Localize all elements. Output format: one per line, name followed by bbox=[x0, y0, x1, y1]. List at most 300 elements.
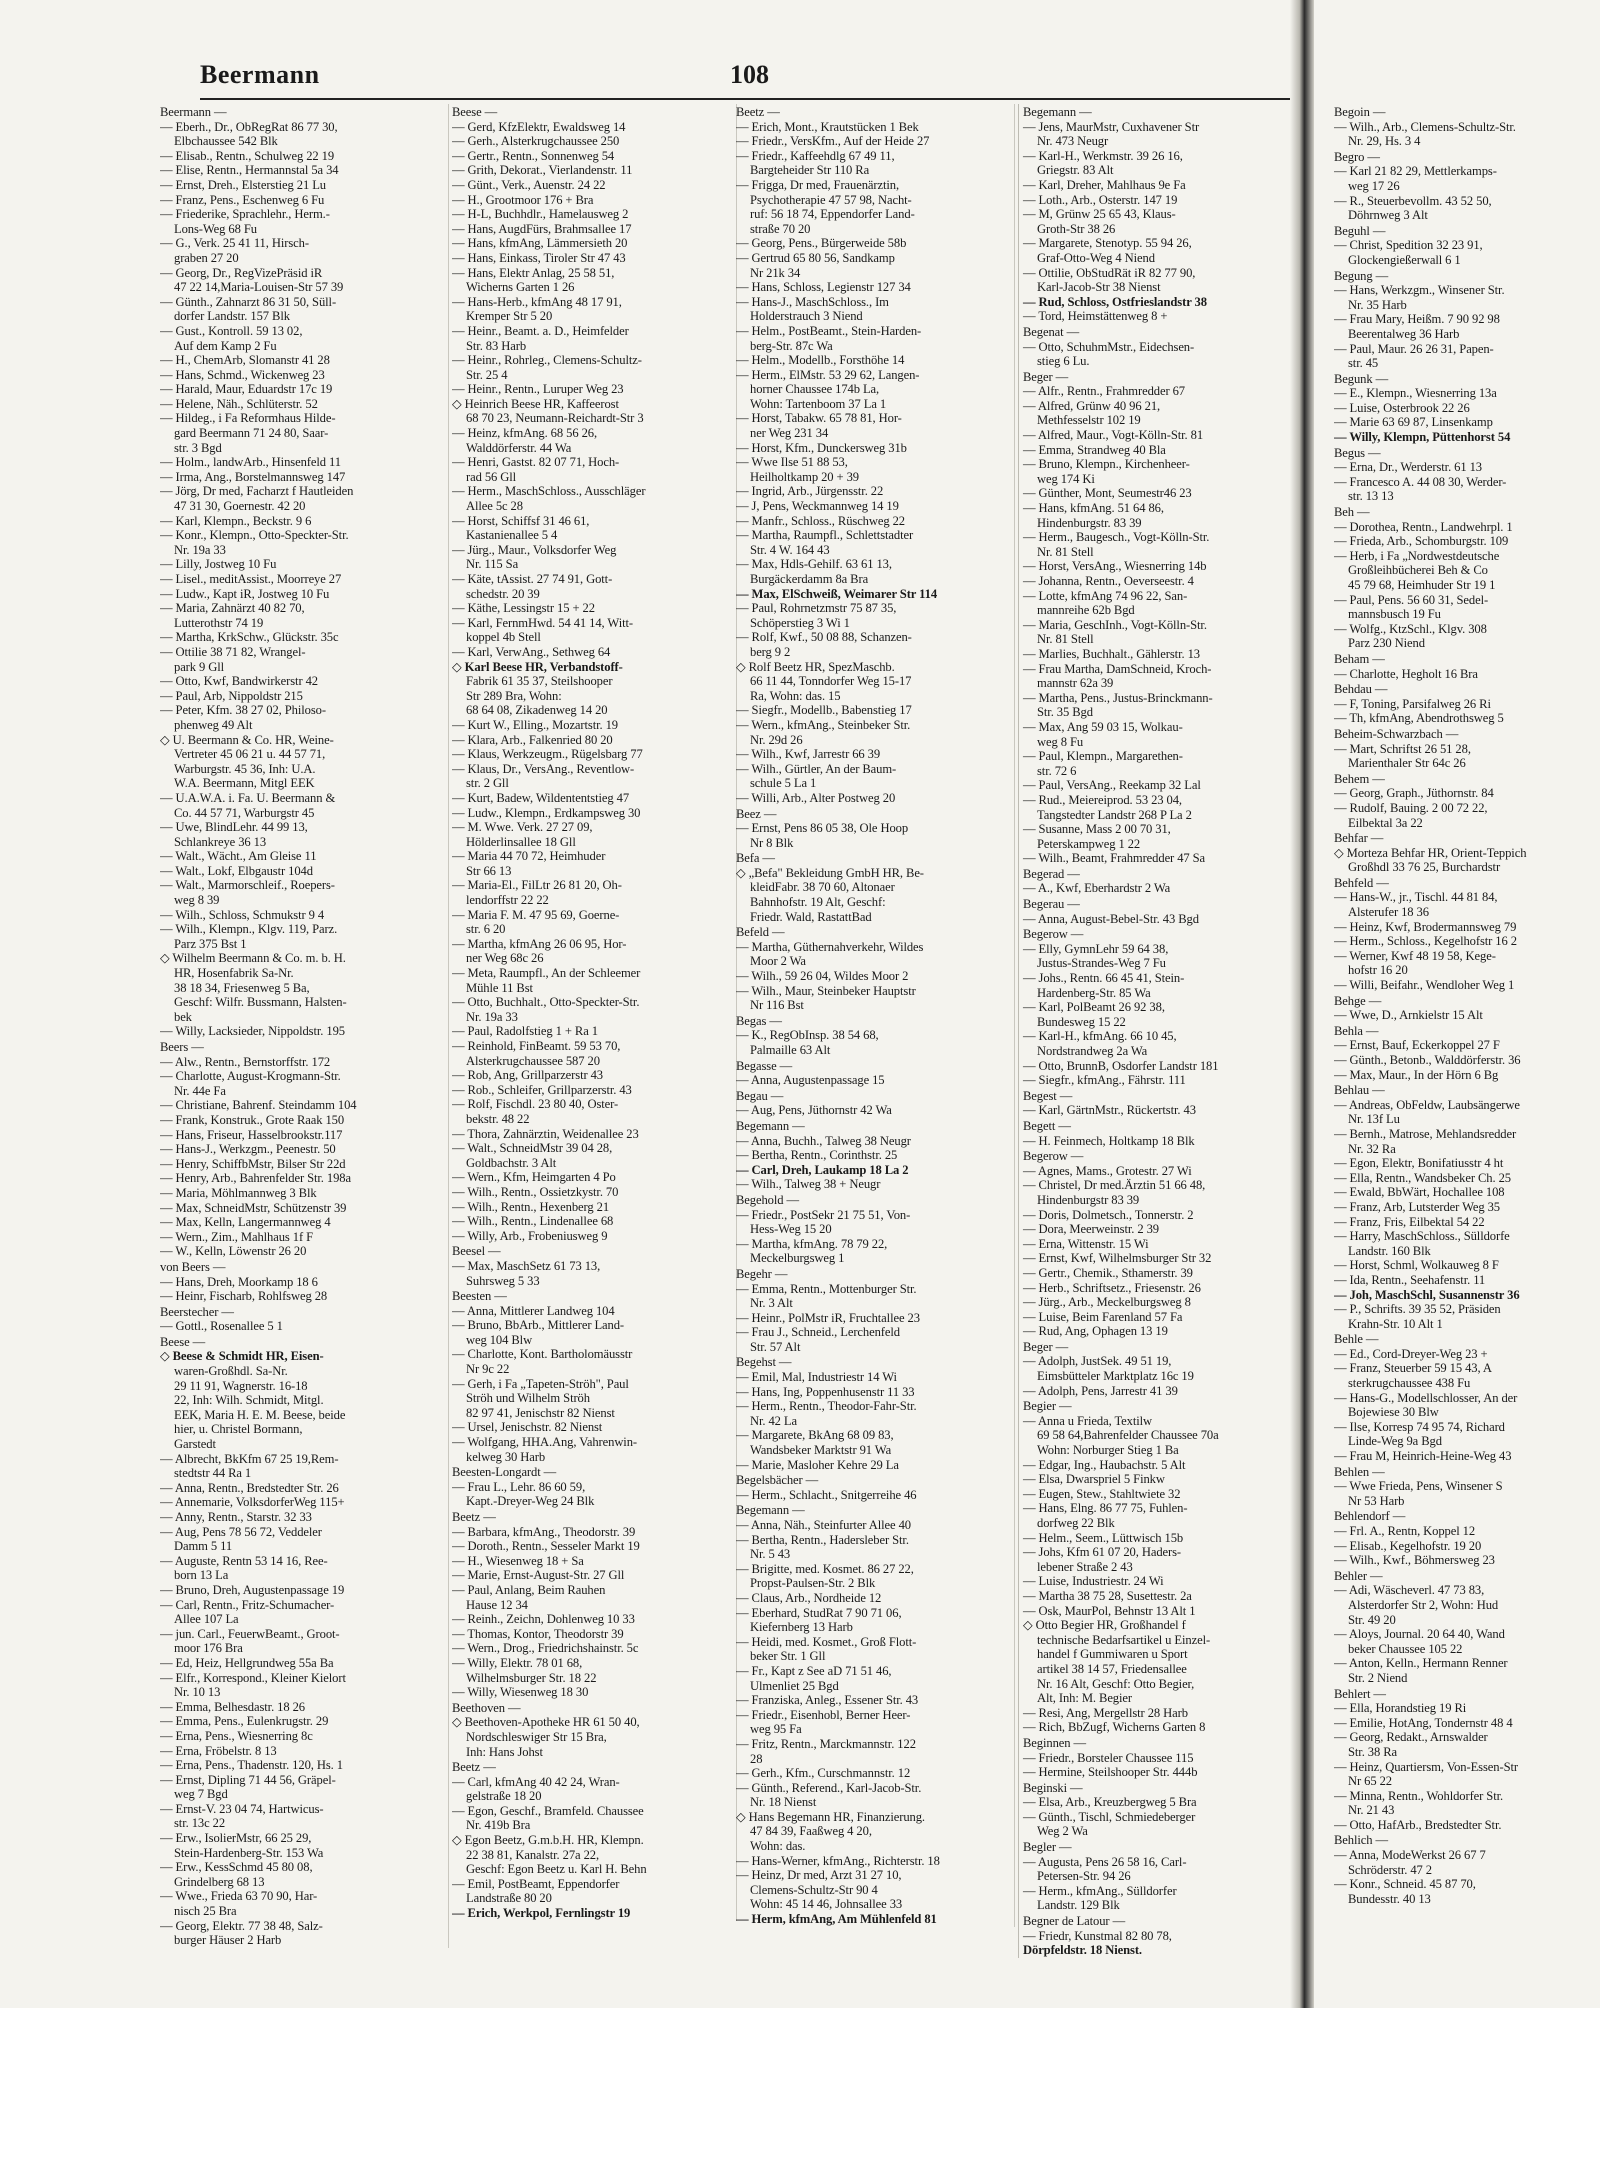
directory-entry-line: str. 2 Gll bbox=[466, 776, 509, 791]
surname-heading: Begemann — bbox=[736, 1118, 805, 1133]
directory-entry-line: — Anna, Mittlerer Landweg 104 bbox=[452, 1303, 615, 1318]
directory-entry-line: nisch 25 Bra bbox=[174, 1904, 237, 1919]
directory-entry-line: — Emil, PostBeamt, Eppendorfer bbox=[452, 1876, 620, 1891]
directory-entry-line: — Anna u Frieda, Textilw bbox=[1023, 1413, 1153, 1428]
directory-entry-line: Eimsbütteler Marktplatz 16c 19 bbox=[1037, 1369, 1194, 1384]
header-surname: Beermann bbox=[200, 60, 320, 89]
directory-entry-line: Hindenburgstr. 83 39 bbox=[1037, 515, 1142, 530]
directory-entry-line: Nr. 3 Alt bbox=[750, 1296, 793, 1311]
directory-entry-line: — Lilly, Jostweg 10 Fu bbox=[160, 557, 277, 572]
directory-entry-line: Str. 49 20 bbox=[1348, 1612, 1396, 1627]
directory-entry-line: — Hans, Ing, Poppenhusenstr 11 33 bbox=[736, 1384, 915, 1399]
directory-entry-line: Wilhelmsburger Str. 18 22 bbox=[466, 1670, 597, 1685]
directory-entry-line: — J, Pens, Weckmannweg 14 19 bbox=[736, 499, 899, 514]
directory-entry-line: — Ernst-V. 23 04 74, Hartwicus- bbox=[160, 1801, 324, 1816]
directory-entry-line: — Wilh., Gürtler, An der Baum- bbox=[736, 761, 897, 776]
directory-entry-line: — Susanne, Mass 2 00 70 31, bbox=[1023, 822, 1171, 837]
directory-entry-line: — Maria-El., FilLtr 26 81 20, Oh- bbox=[452, 878, 622, 893]
directory-entry-line: — Heidi, med. Kosmet., Groß Flott- bbox=[736, 1634, 917, 1649]
directory-entry-line: Wandsbeker Marktstr 91 Wa bbox=[750, 1443, 892, 1458]
directory-entry-line: — Joh, MaschSchl, Susannenstr 36 bbox=[1334, 1287, 1520, 1302]
directory-entry-line: — Brigitte, med. Kosmet. 86 27 22, bbox=[736, 1561, 914, 1576]
directory-entry-line: park 9 Gll bbox=[174, 659, 225, 674]
directory-entry-line: — Willi, Beifahr., Wendloher Weg 1 bbox=[1334, 978, 1515, 993]
directory-entry-line: — Ingrid, Arb., Jürgensstr. 22 bbox=[736, 484, 884, 499]
directory-entry-line: — F, Toning, Parsifalweg 26 Ri bbox=[1334, 696, 1491, 711]
directory-entry-line: — Walt., Marmorschleif., Roepers- bbox=[160, 878, 335, 893]
directory-entry-line: — Günth., Referend., Karl-Jacob-Str. bbox=[736, 1780, 922, 1795]
directory-entry-line: Fabrik 61 35 37, Steilshooper bbox=[466, 674, 613, 689]
directory-entry-line: — Bruno, Klempn., Kirchenheer- bbox=[1023, 457, 1190, 472]
directory-entry-line: HR, Hosenfabrik Sa-Nr. bbox=[174, 966, 294, 981]
directory-entry-line: — Horst, Kfm., Dunckersweg 31b bbox=[736, 440, 907, 455]
directory-entry-line: — H-L, Buchhdlr., Hamelausweg 2 bbox=[452, 207, 629, 222]
directory-entry-line: born 13 La bbox=[174, 1568, 229, 1583]
directory-entry-line: — Charlotte, August-Krogmann-Str. bbox=[160, 1069, 341, 1084]
directory-entry-line: — Aug, Pens, Jüthornstr 42 Wa bbox=[736, 1103, 892, 1118]
directory-entry-line: — Hans-J., MaschSchloss., Im bbox=[736, 294, 889, 309]
directory-entry-line: — Klaus, Dr., VersAng., Reventlow- bbox=[452, 761, 635, 776]
directory-entry-line: — Rolf, Kwf., 50 08 88, Schanzen- bbox=[736, 630, 912, 645]
directory-entry-line: Nr. 19a 33 bbox=[174, 542, 226, 557]
directory-entry-line: — Dora, Meerweinstr. 2 39 bbox=[1023, 1222, 1160, 1237]
surname-heading: Begler — bbox=[1023, 1840, 1072, 1855]
directory-entry-line: — Frl. A., Rentn, Koppel 12 bbox=[1334, 1524, 1476, 1538]
directory-entry-line: — Erw., KessSchmd 45 80 08, bbox=[160, 1860, 313, 1875]
directory-entry-line: — Helm., Seem., Lüttwisch 15b bbox=[1023, 1530, 1184, 1545]
directory-entry-line: ◇ Egon Beetz, G.m.b.H. HR, Klempn. bbox=[452, 1833, 644, 1848]
directory-entry-line: — Otto, HafArb., Bredstedter Str. bbox=[1334, 1817, 1502, 1832]
directory-entry-line: Linde-Weg 9a Bgd bbox=[1348, 1434, 1442, 1449]
directory-entry-line: lendorffstr 22 22 bbox=[466, 893, 549, 908]
directory-entry-line: — Mart, Schriftst 26 51 28, bbox=[1334, 741, 1471, 756]
directory-entry-line: Glockengießerwall 6 1 bbox=[1348, 252, 1461, 267]
directory-entry-line: — Max, Kelln, Langermannweg 4 bbox=[160, 1215, 331, 1230]
directory-entry-line: Hindenburgstr 83 39 bbox=[1037, 1192, 1140, 1207]
directory-entry-line: bek bbox=[174, 1009, 192, 1024]
directory-entry-line: weg 7 Bgd bbox=[174, 1787, 228, 1802]
directory-entry-line: 38 18 34, Friesenweg 5 Ba, bbox=[174, 980, 310, 995]
directory-entry-line: — Hans, Schmd., Wickenweg 23 bbox=[160, 367, 325, 382]
surname-heading: Behlau — bbox=[1334, 1083, 1385, 1098]
directory-entry-line: — Martha, Raumpfl., Schlettstadter bbox=[736, 528, 914, 543]
directory-entry-line: Wicherns Garten 1 26 bbox=[466, 280, 575, 295]
surname-heading: Beham — bbox=[1334, 651, 1385, 666]
directory-entry-line: — Ursel, Jenischstr. 82 Nienst bbox=[452, 1420, 603, 1435]
directory-entry-line: — Wilh., Beamt, Frahmredder 47 Sa bbox=[1023, 851, 1206, 866]
directory-entry-line: gard Beermann 71 24 80, Saar- bbox=[174, 426, 329, 441]
directory-entry-line: Graf-Otto-Weg 4 Niend bbox=[1037, 250, 1155, 265]
directory-entry-line: — Rudolf, Bauing. 2 00 72 22, bbox=[1334, 800, 1488, 815]
directory-entry-line: — Meta, Raumpfl., An der Schleemer bbox=[452, 966, 641, 981]
directory-entry-line: — Albrecht, BkKfm 67 25 19,Rem- bbox=[160, 1451, 339, 1466]
directory-entry-line: — Friedr., VersKfm., Auf der Heide 27 bbox=[736, 134, 930, 149]
directory-entry-line: Allee 5c 28 bbox=[466, 499, 523, 514]
directory-entry-line: — Adolph, JustSek. 49 51 19, bbox=[1023, 1354, 1172, 1369]
directory-entry-line: — Rich, BbZugf, Wicherns Garten 8 bbox=[1023, 1720, 1206, 1735]
directory-entry-line: — Karl, FernmHwd. 54 41 14, Witt- bbox=[452, 615, 634, 630]
directory-entry-line: Meckelburgsweg 1 bbox=[750, 1251, 845, 1266]
directory-entry-line: Nr. 13f Lu bbox=[1348, 1112, 1400, 1127]
directory-entry-line: — Ed, Heiz, Hellgrundweg 55a Ba bbox=[160, 1655, 334, 1670]
directory-entry-line: Kiefernberg 13 Harb bbox=[750, 1620, 853, 1635]
page-header bbox=[200, 58, 1290, 100]
directory-entry-line: — Walt., Lokf, Elbgaustr 104d bbox=[160, 863, 313, 878]
directory-entry-line: — Maria 44 70 72, Heimhuder bbox=[452, 849, 606, 864]
directory-entry-line: — Ella, Rentn., Wandsbeker Ch. 25 bbox=[1334, 1170, 1511, 1185]
directory-entry-line: Walddörferstr. 44 Wa bbox=[466, 440, 572, 455]
directory-entry-line: — Alfred, Maur., Vogt-Kölln-Str. 81 bbox=[1023, 428, 1204, 443]
directory-entry-line: — Reinhold, FinBeamt. 59 53 70, bbox=[452, 1039, 621, 1053]
directory-entry-line: — Erna, Wittenstr. 15 Wi bbox=[1023, 1236, 1149, 1251]
column-4 bbox=[1018, 104, 1295, 1958]
surname-heading: Begenat — bbox=[1023, 324, 1080, 339]
directory-entry-line: Heilholtkamp 20 + 39 bbox=[750, 469, 859, 484]
directory-entry-line: Wohn: 45 14 46, Johnsallee 33 bbox=[750, 1897, 903, 1912]
directory-entry-line: — Hans, Schloss, Legienstr 127 34 bbox=[736, 280, 911, 295]
directory-entry-line: — Friedr, Kunstmal 82 80 78, bbox=[1023, 1928, 1172, 1943]
directory-entry-line: — Helene, Näh., Schlüterstr. 52 bbox=[160, 396, 318, 411]
directory-entry-line: — Manfr., Schloss., Rüschweg 22 bbox=[736, 513, 906, 528]
directory-entry-line: — Otto, Kwf, Bandwirkerstr 42 bbox=[160, 674, 318, 689]
directory-entry-line: weg 95 Fa bbox=[750, 1722, 802, 1737]
directory-entry-line: — Wilh., Kwf, Jarrestr 66 39 bbox=[736, 747, 881, 762]
directory-entry-line: — Ernst, Dipling 71 44 56, Gräpel- bbox=[160, 1772, 336, 1787]
directory-entry-line: — Friederike, Sprachlehr., Herm.- bbox=[160, 207, 330, 222]
directory-entry-line: — Elisab., Kegelhofstr. 19 20 bbox=[1334, 1538, 1482, 1553]
directory-entry-line: — Rud, Ang, Ophagen 13 19 bbox=[1023, 1324, 1168, 1339]
directory-entry-line: — Frau Mary, Heißm. 7 90 92 98 bbox=[1334, 312, 1500, 327]
surname-heading: Begau — bbox=[736, 1088, 784, 1103]
surname-heading: Begemann — bbox=[1023, 105, 1092, 119]
directory-entry-line: gelstraße 18 20 bbox=[466, 1789, 542, 1804]
directory-entry-line: — Elfr., Korrespond., Kleiner Kielort bbox=[160, 1670, 346, 1685]
directory-entry-line: Nordstrandweg 2a Wa bbox=[1037, 1044, 1148, 1058]
directory-entry-line: — Ottilie 38 71 82, Wrangel- bbox=[160, 644, 306, 659]
directory-entry-line: — Auguste, Rentn 53 14 16, Ree- bbox=[160, 1553, 328, 1568]
surname-heading: Befa — bbox=[736, 851, 775, 866]
directory-entry-line: — Hans, kfmAng. 51 64 86, bbox=[1023, 501, 1164, 516]
surname-heading: Beerstecher — bbox=[160, 1304, 234, 1319]
directory-entry-line: — Paul, Pens. 56 60 31, Sedel- bbox=[1334, 592, 1489, 607]
directory-entry-line: Geschf: Egon Beetz u. Karl H. Behn bbox=[466, 1862, 647, 1877]
surname-heading: Behlert — bbox=[1334, 1686, 1386, 1701]
surname-heading: Beese — bbox=[452, 105, 498, 119]
directory-entry-line: Nr. 42 La bbox=[750, 1413, 798, 1428]
directory-entry-line: EEK, Maria H. E. M. Beese, beide bbox=[174, 1407, 346, 1422]
directory-entry-line: ◇ Karl Beese HR, Verbandstoff- bbox=[452, 659, 623, 674]
directory-entry-line: — Luise, Industriestr. 24 Wi bbox=[1023, 1574, 1164, 1589]
directory-entry-line: — Carl, Rentn., Fritz-Schumacher- bbox=[160, 1597, 335, 1612]
directory-entry-line: — Günth., Tischl, Schmiedeberger bbox=[1023, 1809, 1196, 1824]
directory-entry-line: Weg 2 Wa bbox=[1037, 1824, 1088, 1839]
directory-entry-line: Petersen-Str. 94 26 bbox=[1037, 1869, 1131, 1884]
directory-entry-line: Beerentalweg 36 Harb bbox=[1348, 326, 1460, 341]
directory-entry-line: — Herm., MaschSchloss., Ausschläger bbox=[452, 484, 646, 499]
surname-heading: Behlendorf — bbox=[1334, 1509, 1406, 1524]
directory-entry-line: — Marlies, Buchhalt., Gählerstr. 13 bbox=[1023, 646, 1200, 661]
directory-entry-line: Nr. 29, Hs. 3 4 bbox=[1348, 134, 1421, 149]
directory-entry-line: Str 289 Bra, Wohn: bbox=[466, 688, 562, 703]
directory-entry-line: — Anton, Kelln., Hermann Renner bbox=[1334, 1656, 1508, 1671]
directory-entry-line: — Anna, August-Bebel-Str. 43 Bgd bbox=[1023, 911, 1199, 926]
directory-entry-line: — Herm., Schloss., Kegelhofstr 16 2 bbox=[1334, 934, 1517, 949]
directory-entry-line: Parz 375 Bst 1 bbox=[174, 936, 247, 951]
directory-entry-line: — Karl-H., kfmAng. 66 10 45, bbox=[1023, 1029, 1177, 1044]
directory-entry-line: hier, u. Christel Bormann, bbox=[174, 1422, 303, 1437]
surname-heading: Beh — bbox=[1334, 505, 1370, 520]
surname-heading: Begerow — bbox=[1023, 1149, 1084, 1164]
directory-entry-line: — Günt., Verk., Auenstr. 24 22 bbox=[452, 177, 606, 192]
directory-entry-line: 69 58 64,Bahrenfelder Chaussee 70a bbox=[1037, 1428, 1219, 1443]
directory-entry-line: 82 97 41, Jenischstr 82 Nienst bbox=[466, 1405, 615, 1420]
directory-entry-line: — Günth., Zahnarzt 86 31 50, Süll- bbox=[160, 294, 337, 309]
directory-entry-line: phenweg 49 Alt bbox=[174, 717, 253, 732]
directory-entry-line: — Otto, BrunnB, Osdorfer Landstr 181 bbox=[1023, 1058, 1219, 1073]
directory-entry-line: — Th, kfmAng, Abendrothsweg 5 bbox=[1334, 711, 1504, 726]
directory-entry-line: — Max, Maur., In der Hörn 6 Bg bbox=[1334, 1067, 1499, 1082]
directory-entry-line: — Karl, Klempn., Beckstr. 9 6 bbox=[160, 513, 312, 528]
directory-entry-line: Krahn-Str. 10 Alt 1 bbox=[1348, 1316, 1443, 1331]
directory-entry-line: moor 176 Bra bbox=[174, 1641, 243, 1656]
directory-entry-line: — Marie 63 69 87, Linsenkamp bbox=[1334, 415, 1493, 430]
directory-entry-line: stieg 6 Lu. bbox=[1037, 354, 1090, 369]
directory-entry-line: — Uwe, BlindLehr. 44 99 13, bbox=[160, 820, 308, 835]
directory-entry-line: — Paul, VersAng., Reekamp 32 Lal bbox=[1023, 778, 1201, 793]
directory-entry-line: Nr. 81 Stell bbox=[1037, 544, 1094, 559]
directory-entry-line: — Francesco A. 44 08 30, Werder- bbox=[1334, 474, 1507, 489]
directory-entry-line: — Willy, Lacksieder, Nippoldstr. 195 bbox=[160, 1024, 345, 1039]
directory-entry-line: 22 38 81, Kanalstr. 27a 22, bbox=[466, 1847, 600, 1862]
directory-entry-line: — Jürg., Arb., Meckelburgsweg 8 bbox=[1023, 1295, 1191, 1310]
surname-heading: Begus — bbox=[1334, 445, 1381, 460]
directory-entry-line: Str. 38 Ra bbox=[1348, 1744, 1398, 1759]
directory-entry-line: — Martha, kfmAng. 78 79 22, bbox=[736, 1236, 888, 1251]
directory-entry-line: Nr 21k 34 bbox=[750, 265, 801, 280]
directory-entry-line: — Frau M, Heinrich-Heine-Weg 43 bbox=[1334, 1449, 1512, 1464]
directory-entry-line: — M, Grünw 25 65 43, Klaus- bbox=[1023, 207, 1176, 222]
directory-entry-line: — Gerh., Kfm., Curschmannstr. 12 bbox=[736, 1766, 911, 1781]
directory-entry-line: Karl-Jacob-Str 38 Nienst bbox=[1037, 280, 1161, 295]
directory-entry-line: — Hans, kfmAng, Lämmersieth 20 bbox=[452, 236, 628, 251]
directory-entry-line: — Anna, Rentn., Bredstedter Str. 26 bbox=[160, 1480, 339, 1495]
directory-entry-line: — Emma, Rentn., Mottenburger Str. bbox=[736, 1281, 917, 1296]
directory-entry-line: — Johanna, Rentn., Oeverseestr. 4 bbox=[1023, 574, 1194, 588]
directory-entry-line: — Aloys, Journal. 20 64 40, Wand bbox=[1334, 1627, 1505, 1642]
directory-entry-line: Lons-Weg 68 Fu bbox=[174, 221, 257, 236]
directory-entry-line: Str 66 13 bbox=[466, 863, 512, 878]
directory-entry-line: Alsterdorfer Str 2, Wohn: Hud bbox=[1348, 1597, 1499, 1612]
directory-entry-line: — H., Grootmoor 176 + Bra bbox=[452, 192, 594, 207]
directory-entry-line: — H. Feinmech, Holtkamp 18 Blk bbox=[1023, 1133, 1195, 1148]
directory-entry-line: horner Chaussee 174b La, bbox=[750, 382, 880, 397]
directory-entry-line: Stein-Hardenberg-Str. 153 Wa bbox=[174, 1845, 324, 1860]
directory-entry-line: — Heinz, Quartiersm, Von-Essen-Str bbox=[1334, 1759, 1518, 1774]
directory-entry-line: — R., Steuerbevollm. 43 52 50, bbox=[1334, 193, 1492, 208]
directory-entry-line: — Grith, Dekorat., Vierlandenstr. 11 bbox=[452, 163, 633, 178]
directory-entry-line: — Wwe., Frieda 63 70 90, Har- bbox=[160, 1889, 318, 1904]
surname-heading: Begehold — bbox=[736, 1192, 800, 1207]
directory-entry-line: — Max, MaschSetz 61 73 13, bbox=[452, 1258, 601, 1273]
directory-entry-line: ◇ Hans Begemann HR, Finanzierung. bbox=[736, 1809, 925, 1824]
directory-entry-line: — Erich, Werkpol, Fernlingstr 19 bbox=[452, 1906, 631, 1921]
surname-heading: Begerow — bbox=[1023, 927, 1084, 942]
directory-entry-line: — Edgar, Ing., Haubachstr. 5 Alt bbox=[1023, 1457, 1186, 1472]
directory-entry-line: — Konr., Klempn., Otto-Speckter-Str. bbox=[160, 528, 349, 543]
directory-entry-line: — Willy, Elektr. 78 01 68, bbox=[452, 1655, 583, 1670]
directory-entry-line: — Reinh., Zeichn, Dohlenweg 10 33 bbox=[452, 1612, 635, 1627]
directory-entry-line: 47 84 39, Faaßweg 4 20, bbox=[750, 1824, 872, 1839]
directory-entry-line: — Herm., Schlacht., Snitgerreihe 46 bbox=[736, 1487, 917, 1502]
directory-entry-line: — Georg, Graph., Jüthornstr. 84 bbox=[1334, 786, 1494, 801]
directory-entry-line: Schlankreye 36 13 bbox=[174, 834, 267, 849]
directory-entry-line: Griegstr. 83 Alt bbox=[1037, 163, 1114, 178]
directory-entry-line: — Otto, Buchhalt., Otto-Speckter-Str. bbox=[452, 995, 640, 1010]
surname-heading: Begner de Latour — bbox=[1023, 1914, 1126, 1929]
directory-entry-line: — Herm., Rentn., Theodor-Fahr-Str. bbox=[736, 1399, 917, 1414]
surname-heading: Beethoven — bbox=[452, 1700, 521, 1715]
directory-entry-line: 68 64 08, Zikadenweg 14 20 bbox=[466, 703, 608, 718]
directory-entry-line: — Marie, Ernst-August-Str. 27 Gll bbox=[452, 1568, 625, 1583]
directory-entry-line: — Hans, Dreh, Moorkamp 18 6 bbox=[160, 1274, 318, 1289]
directory-entry-line: Auf dem Kamp 2 Fu bbox=[174, 338, 277, 353]
directory-entry-line: Str. 83 Harb bbox=[466, 338, 527, 353]
directory-entry-line: — Max, Ang 59 03 15, Wolkau- bbox=[1023, 719, 1183, 734]
directory-entry-line: ◇ Beethoven-Apotheke HR 61 50 40, bbox=[452, 1715, 640, 1730]
surname-heading: Begung — bbox=[1334, 268, 1389, 283]
surname-heading: Begoin — bbox=[1334, 105, 1386, 119]
directory-entry-line: Nr 9c 22 bbox=[466, 1362, 510, 1377]
directory-entry-line: str. 45 bbox=[1348, 356, 1379, 371]
surname-heading: Begerau — bbox=[1023, 897, 1080, 912]
surname-heading: von Beers — bbox=[160, 1259, 226, 1274]
directory-entry-line: Landstraße 80 20 bbox=[466, 1891, 552, 1906]
directory-entry-line: — Friedr., Eisenhobl, Berner Heer- bbox=[736, 1707, 911, 1722]
directory-entry-line: — Rob., Schleifer, Grillparzerstr. 43 bbox=[452, 1082, 632, 1097]
directory-entry-line: — Friedr., Kaffeehdlg 67 49 11, bbox=[736, 148, 895, 163]
surname-heading: Begasse — bbox=[736, 1058, 793, 1073]
directory-entry-line: straße 70 20 bbox=[750, 221, 811, 236]
directory-entry-line: — Ernst, Bauf, Eckerkoppel 27 F bbox=[1334, 1038, 1500, 1053]
directory-entry-line: Landstr. 160 Blk bbox=[1348, 1243, 1431, 1258]
directory-entry-line: — jun. Carl., FeuerwBeamt., Groot- bbox=[160, 1626, 340, 1641]
column-2 bbox=[452, 104, 737, 1921]
directory-entry-line: — Maria, Möhlmannweg 3 Blk bbox=[160, 1185, 317, 1200]
directory-entry-line: — Frau J., Schneid., Lerchenfeld bbox=[736, 1325, 900, 1340]
directory-entry-line: Str. 57 Alt bbox=[750, 1339, 801, 1354]
directory-entry-line: — Franz, Fris, Eilbektal 54 22 bbox=[1334, 1214, 1485, 1229]
directory-entry-line: — Erna, Fröbelstr. 8 13 bbox=[160, 1743, 277, 1758]
directory-entry-line: — Johs., Rentn. 66 45 41, Stein- bbox=[1023, 971, 1185, 986]
directory-entry-line: mannsbusch 19 Fu bbox=[1348, 607, 1441, 622]
directory-entry-line: — Wilh., Rentn., Hexenberg 21 bbox=[452, 1199, 610, 1214]
directory-entry-line: — Ida, Rentn., Seehafenstr. 11 bbox=[1334, 1272, 1486, 1287]
directory-entry-line: — Gerh, i Fa „Tapeten-Ströh", Paul bbox=[452, 1376, 629, 1391]
directory-entry-line: 68 70 23, Neumann-Reichardt-Str 3 bbox=[466, 411, 644, 426]
directory-entry-line: Bojewiese 30 Blw bbox=[1348, 1405, 1439, 1420]
directory-entry-line: Großleihbücherei Beh & Co bbox=[1348, 563, 1488, 578]
directory-entry-line: — Anna, Buchh., Talweg 38 Neugr bbox=[736, 1133, 911, 1148]
directory-entry-line: Wohn: das. bbox=[750, 1839, 806, 1854]
directory-entry-line: Nr 8 Blk bbox=[750, 835, 794, 850]
directory-entry-line: — Willy, Wiesenweg 18 30 bbox=[452, 1685, 589, 1700]
directory-entry-line: — Elisab., Rentn., Schulweg 22 19 bbox=[160, 148, 335, 163]
directory-entry-line: Hölderlinsallee 18 Gll bbox=[466, 834, 576, 849]
directory-entry-line: — Gust., Kontroll. 59 13 02, bbox=[160, 323, 303, 338]
directory-entry-line: Methfesselstr 102 19 bbox=[1037, 413, 1141, 428]
directory-entry-line: — Hermine, Steilshooper Str. 444b bbox=[1023, 1765, 1198, 1780]
directory-entry-line: — A., Kwf, Eberhardstr 2 Wa bbox=[1023, 881, 1171, 896]
directory-entry-line: Großhdl 33 76 25, Burchardstr bbox=[1348, 860, 1501, 875]
directory-entry-line: Wohn: Tartenboom 37 La 1 bbox=[750, 396, 887, 411]
directory-entry-line: — Andreas, ObFeldw, Laubsängerwe bbox=[1334, 1097, 1520, 1112]
directory-entry-line: Moor 2 Wa bbox=[750, 954, 806, 969]
directory-entry-line: — Ernst, Pens 86 05 38, Ole Hoop bbox=[736, 821, 909, 836]
directory-entry-line: Vertreter 45 06 21 u. 44 57 71, bbox=[174, 747, 326, 762]
directory-entry-line: — Erna, Dr., Werderstr. 61 13 bbox=[1334, 460, 1482, 475]
directory-entry-line: — Bernh., Matrose, Mehlandsredder bbox=[1334, 1126, 1517, 1141]
directory-entry-line: Kastanienallee 5 4 bbox=[466, 528, 558, 543]
directory-entry-line: — H., ChemArb, Slomanstr 41 28 bbox=[160, 353, 330, 368]
directory-entry-line: — Henry, SchiffbMstr, Bilser Str 22d bbox=[160, 1156, 346, 1171]
directory-entry-line: — Frau Martha, DamSchneid, Kroch- bbox=[1023, 661, 1212, 676]
directory-entry-line: — Augusta, Pens 26 58 16, Carl- bbox=[1023, 1854, 1187, 1869]
surname-heading: Beginski — bbox=[1023, 1780, 1083, 1795]
directory-entry-line: str. 6 20 bbox=[466, 922, 506, 937]
directory-entry-line: — Martha 38 75 28, Susettestr. 2a bbox=[1023, 1588, 1192, 1603]
directory-entry-line: weg 17 26 bbox=[1348, 178, 1400, 193]
directory-entry-line: waren-Großhdl. Sa-Nr. bbox=[174, 1364, 288, 1379]
directory-entry-line: — Peter, Kfm. 38 27 02, Philoso- bbox=[160, 703, 326, 718]
directory-entry-line: Burgäckerdamm 8a Bra bbox=[750, 572, 869, 586]
directory-entry-line: — Thora, Zahnärztin, Weidenallee 23 bbox=[452, 1126, 639, 1141]
surname-heading: Begier — bbox=[1023, 1399, 1072, 1414]
directory-entry-line: — Heinr., Rentn., Luruper Weg 23 bbox=[452, 382, 624, 397]
directory-entry-line: — Thomas, Kontor, Theodorstr 39 bbox=[452, 1626, 624, 1641]
directory-entry-line: 47 31 30, Goernestr. 42 20 bbox=[174, 499, 306, 514]
directory-entry-line: Bahnhofstr. 19 Alt, Geschf: bbox=[750, 895, 886, 910]
surname-heading: Begas — bbox=[736, 1013, 782, 1028]
directory-entry-line: — Emma, Belhesdastr. 18 26 bbox=[160, 1699, 306, 1714]
directory-entry-line: — Rolf, Fischdl. 23 80 40, Oster- bbox=[452, 1097, 619, 1112]
directory-entry-line: — Helm., Modellb., Forsthöhe 14 bbox=[736, 353, 905, 368]
directory-entry-line: — Osk, MaurPol, Behnstr 13 Alt 1 bbox=[1023, 1603, 1196, 1618]
directory-entry-line: — U.A.W.A. i. Fa. U. Beermann & bbox=[160, 790, 336, 805]
directory-entry-line: Nr. 419b Bra bbox=[466, 1818, 531, 1833]
directory-entry-line: — Wilh., Arb., Clemens-Schultz-Str. bbox=[1334, 119, 1516, 134]
directory-entry-line: str. 72 6 bbox=[1037, 763, 1077, 778]
surname-heading: Beesten-Longardt — bbox=[452, 1465, 557, 1480]
directory-entry-line: — Christel, Dr med.Ärztin 51 66 48, bbox=[1023, 1178, 1206, 1193]
directory-entry-line: — Alfred, Grünw 40 96 21, bbox=[1023, 398, 1161, 413]
directory-entry-line: — Wilh., Rentn., Lindenallee 68 bbox=[452, 1214, 614, 1229]
directory-entry-line: — K., RegObInsp. 38 54 68, bbox=[736, 1028, 879, 1043]
surname-heading: Begest — bbox=[1023, 1088, 1073, 1103]
directory-entry-line: ◇ Rolf Beetz HR, SpezMaschb. bbox=[736, 659, 895, 674]
directory-entry-line: — Horst, Tabakw. 65 78 81, Hor- bbox=[736, 411, 902, 426]
directory-entry-line: — Fr., Kapt z See aD 71 51 46, bbox=[736, 1663, 892, 1678]
directory-entry-line: — Karl, Dreher, Mahlhaus 9e Fa bbox=[1023, 177, 1186, 192]
surname-heading: Begerad — bbox=[1023, 866, 1080, 881]
directory-entry-line: — Martha, kfmAng 26 06 95, Hor- bbox=[452, 936, 627, 951]
directory-entry-line: Ströh und Wilhelm Ströh bbox=[466, 1391, 590, 1406]
surname-heading: Begehst — bbox=[736, 1355, 792, 1370]
directory-entry-line: Dörpfeldstr. 18 Nienst. bbox=[1023, 1943, 1142, 1958]
directory-entry-line: — Bertha, Rentn., Hadersleber Str. bbox=[736, 1532, 909, 1547]
directory-entry-line: — Egon, Elektr, Bonifatiusstr 4 ht bbox=[1334, 1156, 1504, 1171]
directory-entry-line: mannreihe 62b Bgd bbox=[1037, 603, 1135, 618]
directory-entry-line: — Walt., SchneidMstr 39 04 28, bbox=[452, 1141, 613, 1156]
